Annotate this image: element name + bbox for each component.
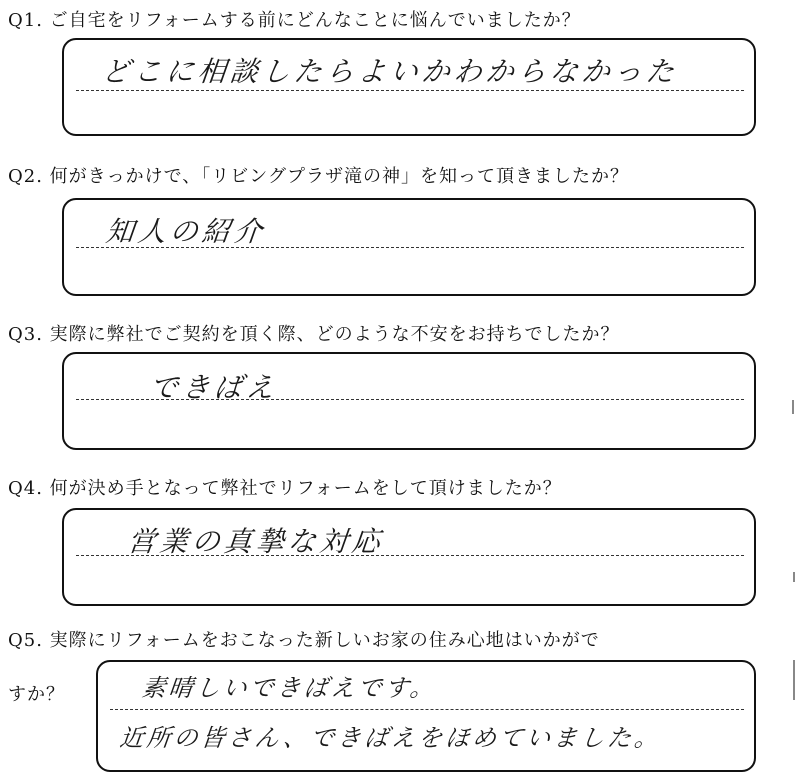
question-4-label: Q4. bbox=[8, 478, 43, 499]
answer-box-2 bbox=[62, 198, 756, 296]
answer-4-text: 営業の真摯な対応 bbox=[126, 525, 386, 558]
question-2 bbox=[8, 162, 629, 188]
question-2-text: 何がきっかけで、「リビングプラザ滝の神」を知って頂きましたか？ bbox=[49, 166, 629, 187]
answer-box-5 bbox=[96, 660, 756, 772]
question-1-text: ご自宅をリフォームする前にどんなことに悩んでいましたか？ bbox=[49, 10, 581, 31]
answer-5-line-2: 近所の皆さん、できばえをほめていました。 bbox=[118, 724, 663, 752]
question-1-label: Q1. bbox=[8, 10, 43, 31]
question-3-text: 実際に弊社でご契約を頂く際、どのような不安をお持ちでしたか？ bbox=[49, 324, 620, 345]
answer-3-text: できばえ bbox=[148, 371, 280, 404]
answer-line bbox=[76, 399, 744, 400]
scan-mark bbox=[793, 572, 795, 582]
answer-line bbox=[110, 709, 744, 710]
question-4-text: 何が決め手となって弊社でリフォームをして頂けましたか？ bbox=[49, 478, 562, 499]
question-5-text: 実際にリフォームをおこなった新しいお家の住み心地はいかがで bbox=[49, 630, 600, 651]
question-5 bbox=[8, 626, 600, 652]
answer-line bbox=[76, 90, 744, 91]
question-3 bbox=[8, 320, 620, 346]
answer-1-text: どこに相談したらよいかわからなかった bbox=[100, 55, 680, 88]
scan-mark bbox=[792, 400, 794, 414]
question-4 bbox=[8, 474, 562, 500]
question-3-label: Q3. bbox=[8, 324, 43, 345]
answer-5-line-1: 素晴しいできばえです。 bbox=[140, 674, 439, 702]
answer-2-text: 知人の紹介 bbox=[104, 215, 268, 248]
question-1 bbox=[8, 6, 581, 32]
answer-line bbox=[76, 555, 744, 556]
answer-box-3 bbox=[62, 352, 756, 450]
question-5-label: Q5. bbox=[8, 630, 43, 651]
answer-box-1 bbox=[62, 38, 756, 136]
question-5-continued: すか？ bbox=[8, 684, 65, 705]
scan-mark bbox=[793, 660, 795, 700]
answer-box-4 bbox=[62, 508, 756, 606]
question-2-label: Q2. bbox=[8, 166, 43, 187]
answer-line bbox=[76, 247, 744, 248]
